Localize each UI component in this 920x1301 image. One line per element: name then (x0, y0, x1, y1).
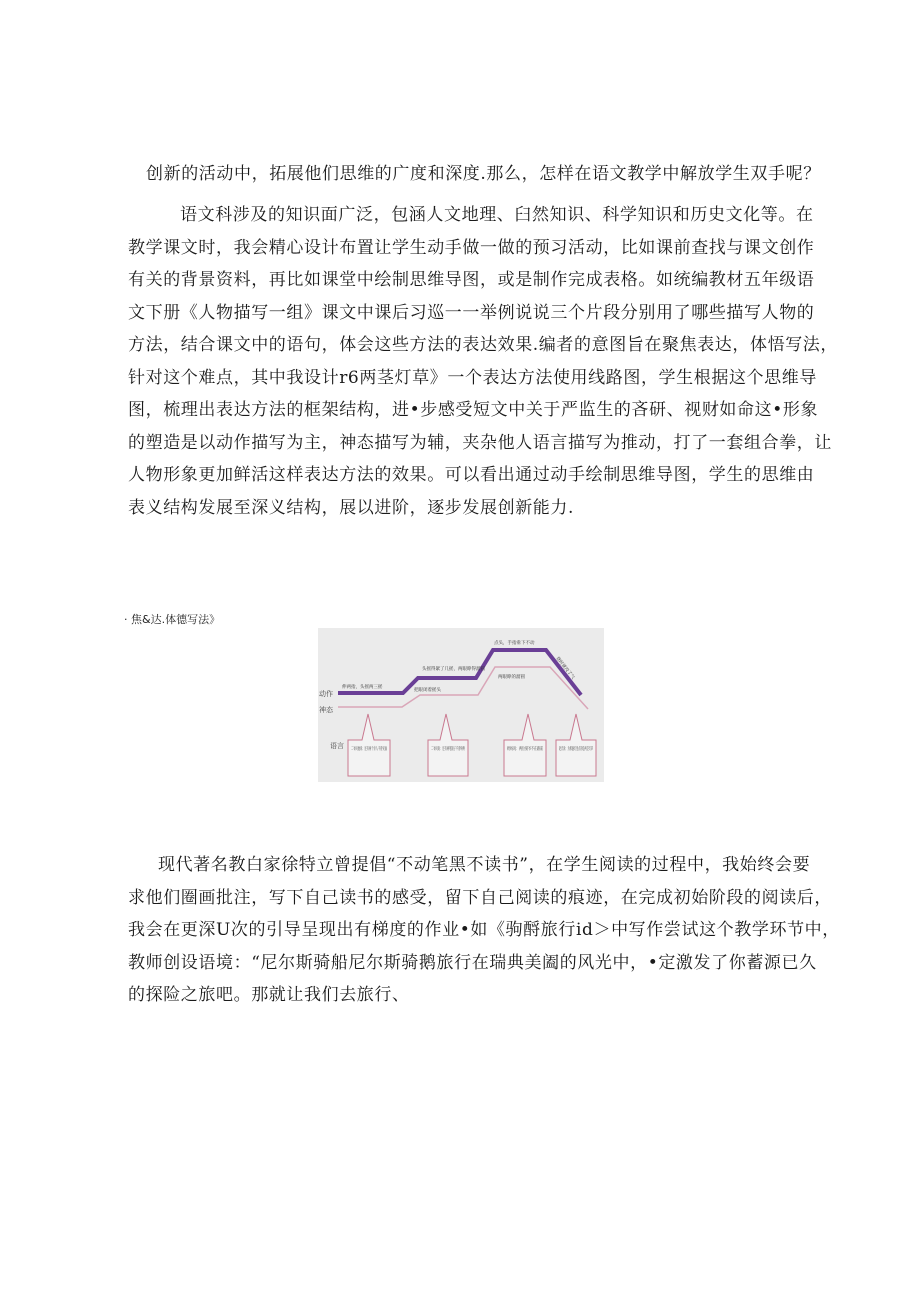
bubble-text (559, 745, 593, 752)
text-line: 方法，结合课文中的语句，体会这些方法的表达效果.编者的意图旨在聚焦表达，体悟写法， (128, 335, 839, 355)
text-line: 我会在更深U次的引导呈现出有梯度的作业•如《驹酹旅行id＞中写作尝试这个教学环节中， (128, 920, 840, 940)
step-text: 登时就没了气 (554, 656, 575, 681)
label-action: 动作 (319, 690, 333, 698)
text-line: 教师创设语境：“尼尔斯骑船尼尔斯骑鹅旅行在瑞典美阖的风光中，•定激发了你蓄源已久 (128, 952, 817, 973)
text-line: 教学课文时，我会精心设计布置让学生动手做一做的预习活动，比如课前查找与课文创作 (128, 237, 815, 258)
paragraph-reading (128, 849, 840, 1012)
paragraph-intro (128, 158, 821, 191)
text-line: 求他们圈画批注，写下自己读书的感受，留下自己阅读的痕迹，在完成初始阶段的阅读后， (128, 887, 832, 908)
text-line: 现代著名教白家徐特立曾提倡“不动笔黑不读书”，在学生阅读的过程中，我始终会要 (158, 855, 811, 875)
label-expression: 神态 (319, 706, 333, 714)
bubble-text (351, 745, 387, 752)
text-line: 的探险之旅吧。那就让我们去旅行、 (128, 985, 410, 1005)
step-text: 头摇得紧了几摇，两眼睁得溜圆 (422, 667, 485, 672)
bubble-text: 二爷问说：还有两笔银子不曾吩咐 (431, 747, 499, 752)
mind-map-svg (318, 628, 604, 782)
text-line: 表义结构发展至深义结构，展以进阶，逐步发展创新能力. (128, 497, 575, 518)
bubble-text: 奶妈说：两位舅爷不在跟前 (507, 747, 561, 752)
figure-caption: · 焦&达.体德写法》 (124, 613, 221, 626)
text-line: 图，梳理出表达方法的框架结构，进•步感受短文中关于严监生的吝研、视财如命这•形象 (128, 400, 819, 420)
step-text: 两眼睁的溜圆 (498, 675, 525, 680)
step-text: 点头，手指垂下不动 (494, 641, 535, 646)
text-line: 文下册《人物描写一组》课文中课后习巡一一举例说说三个片段分别用了哪些描写人物的 (128, 302, 815, 323)
label-language: 语言 (330, 742, 344, 750)
mind-map-figure (318, 628, 604, 782)
text-line: 针对这个难点，其中我设计r6两茎灯草》一个表达方法使用线路图，学生根据这个思维导 (128, 367, 817, 388)
text-line: 创新的活动中，拓展他们思维的广度和深度.那么，怎样在语文教学中解放学生双手呢？ (146, 164, 821, 184)
step-text: 伸两指，头摇两三摇 (342, 685, 383, 690)
text-line: 人物形象更加鲜活这样表达方法的效果。可以看出通过动手绘制思维导图，学生的思维由 (128, 465, 815, 485)
text-line: 语文科涉及的知识面广泛，包涵人文地理、臼然知识、科学知识和历史文化等。在 (180, 205, 814, 225)
step-text: 把眼闭着摇头 (414, 688, 441, 693)
paragraph-mindmap (128, 199, 839, 524)
text-line: 的塑造是以动作描写为主，神态描写为辅，夹杂他人语言描写为推动，打了一套组合拳，让 (128, 432, 832, 453)
text-line: 有关的背景资料，再比如课堂中绘制思维导图，或是制作完成表格。如统编教材五年级语 (128, 270, 815, 290)
